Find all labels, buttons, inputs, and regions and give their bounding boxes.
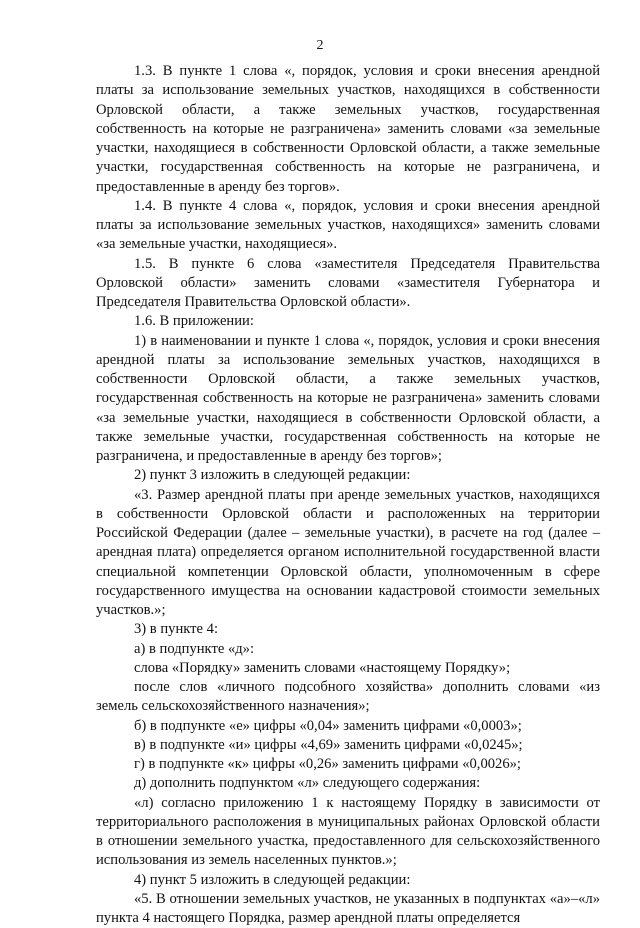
subitem-a-line-1: слова «Порядку» заменить словами «настоящему Порядку»;: [134, 659, 511, 676]
paragraph-1-4: 1.4. В пункте 4 слова «, порядок, условия и сроки внесения арендной платы за использование земельных участков, находящихся» заменить словами «за земельные участки, находящиеся».: [96, 197, 600, 253]
item-3: 3) в пункте 4:: [134, 621, 219, 638]
subitem-d: д) дополнить подпунктом «л» следующего содержания:: [134, 775, 481, 792]
page-number: 2: [316, 38, 324, 53]
item-2: 2) пункт 3 изложить в следующей редакции:: [134, 467, 411, 484]
item-1: 1) в наименовании и пункте 1 слова «, порядок, условия и сроки внесения арендной платы за использование земельных участков, находящихся в собственности Орловской области, а также земельных участков, государственная собственность на которые не разграничена» заменить словами «за земельные участки, находящиеся в собственности Орловской области, а также земельные участки, государственная собственность на которые не разграничена, и предоставленные в аренду без торгов»;: [96, 332, 600, 464]
paragraph-1-3: 1.3. В пункте 1 слова «, порядок, условия и сроки внесения арендной платы за использование земельных участков, находящихся в собственности Орловской области, а также земельных участков, государственная собственность на которые не разграничена» заменить словами «за земельные участки, находящиеся в собственности Орловской области, а также земельные участки, государственная собственность на которые не разграничена, и предоставленные в аренду без торгов».: [96, 63, 600, 195]
item-4: 4) пункт 5 изложить в следующей редакции:: [134, 871, 411, 888]
subitem-v: в) в подпункте «и» цифры «4,69» заменить цифрами «0,0245»;: [134, 736, 523, 753]
item-4-text: «5. В отношении земельных участков, не указанных в подпунктах «а»–«л» пункта 4 настоящего Порядка, размер арендной платы определяется: [96, 890, 600, 926]
subitem-a: а) в подпункте «д»:: [134, 640, 255, 657]
subitem-a-line-2: после слов «личного подсобного хозяйства» дополнить словами «из земель сельскохозяйственного назначения»;: [96, 679, 600, 715]
subitem-b: б) в подпункте «е» цифры «0,04» заменить цифрами «0,0003»;: [134, 717, 522, 734]
subitem-g: г) в подпункте «к» цифры «0,26» заменить цифрами «0,0026»;: [134, 756, 521, 772]
subitem-d-text: «л) согласно приложению 1 к настоящему Порядку в зависимости от территориального расположения в муниципальных районах Орловской области в отношении земельного участка, предоставленного для сельскохозяйственного использования из земель населенных пунктов.»;: [96, 794, 600, 869]
document-body: [96, 62, 600, 928]
paragraph-1-5: 1.5. В пункте 6 слова «заместителя Председателя Правительства Орловской области» заменить словами «заместителя Губернатора и Председателя Правительства Орловской области».: [96, 255, 600, 310]
paragraph-1-6: 1.6. В приложении:: [134, 313, 254, 330]
item-2-text: «3. Размер арендной платы при аренде земельных участков, находящихся в собственности Орловской области и расположенных на территории Российской Федерации (далее – земельные участки), в расчете на год (далее – арендная плата) определяется органом исполнительной государственной власти специальной компетенции Орловской области, уполномоченным в сфере государственного имущества на основании кадастровой стоимости земельных участков.»;: [96, 486, 600, 618]
